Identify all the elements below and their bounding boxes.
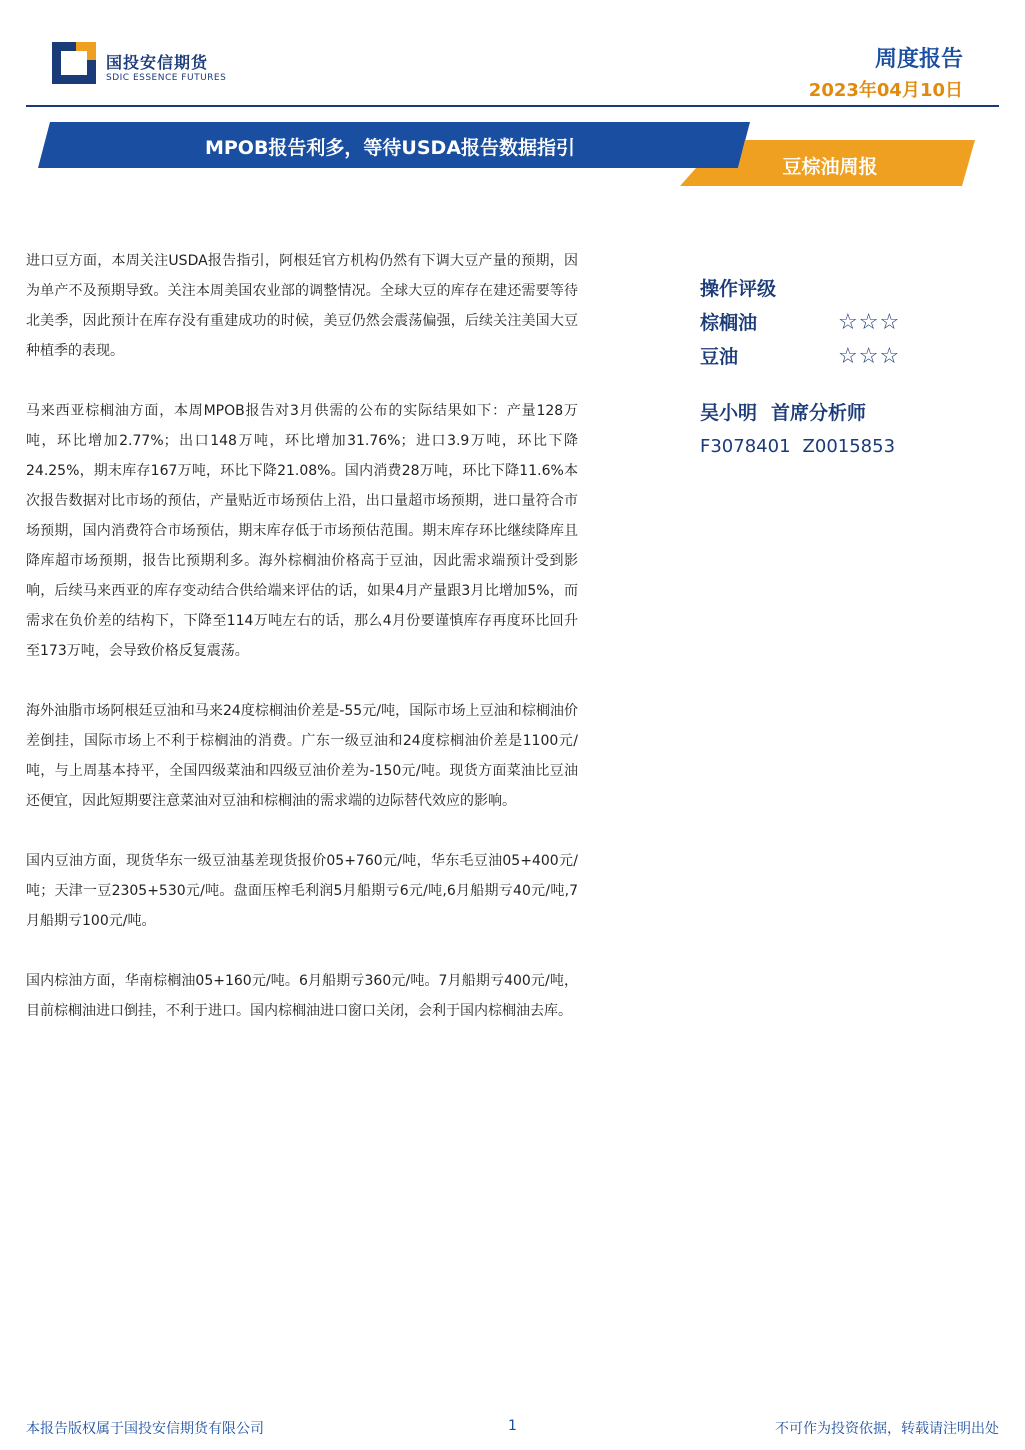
report-series: 豆棕油周报	[782, 156, 878, 178]
logo-english-name: SDIC ESSENCE FUTURES	[106, 73, 227, 83]
report-date: 2023年04月10日	[808, 80, 963, 101]
rating-name: 棕榈油	[700, 312, 758, 334]
paragraph-domestic-soybean-oil: 国内豆油方面，现货华东一级豆油基差现货报价05+760元/吨，华东毛豆油05+400元/吨；天津一豆2305+530元/吨。盘面压榨毛利润5月船期亏6元/吨,6月船期亏40元/吨,7月船期亏100元/吨。	[26, 853, 578, 929]
rating-row-soybean-oil	[700, 340, 1000, 374]
rating-row-palm-oil	[700, 306, 1000, 340]
paragraph-malaysia-palm-oil: 马来西亚棕榈油方面，本周MPOB报告对3月供需的公布的实际结果如下：产量128万吨，环比增加2.77%；出口148万吨，环比增加31.76%；进口3.9万吨，环比下降24.25%，期末库存167万吨，环比下降21.08%。国内消费28万吨，环比下降11.6%本次报告数据对比市场的预估，产量贴近市场预估上沿，出口量超市场预期，进口量符合市场预期，国内消费符合市场预估，期末库存低于市场预估范围。期末库存环比继续降库且降库超市场预期，报告比预期利多。海外棕榈油价格高于豆油，因此需求端预计受到影响，后续马来西亚的库存变动结合供给端来评估的话，如果4月产量跟3月比增加5%，而需求在负价差的结构下，下降至114万吨左右的话，那么4月份要谨慎库存再度环比回升至173万吨，会导致价格反复震荡。	[26, 403, 578, 659]
page-number: 1	[508, 1418, 517, 1434]
analyst-name: 吴小明	[700, 402, 758, 424]
title-banner	[0, 118, 1025, 190]
page-footer	[26, 1418, 999, 1438]
header-divider	[26, 105, 999, 107]
license-line	[700, 430, 1000, 464]
license-number: F3078401	[700, 436, 791, 457]
star-rating-icon: ☆☆☆	[838, 344, 901, 369]
analyst-line	[700, 396, 1000, 430]
rating-name: 豆油	[700, 346, 739, 368]
logo-chinese-name: 国投安信期货	[106, 53, 209, 72]
report-type: 周度报告	[874, 47, 963, 72]
disclaimer: 不可作为投资依据，转载请注明出处	[775, 1421, 999, 1437]
paragraph-domestic-palm-oil: 国内棕油方面，华南棕榈油05+160元/吨。6月船期亏360元/吨。7月船期亏400元/吨，目前棕榈油进口倒挂，不利于进口。国内棕榈油进口窗口关闭，会利于国内棕榈油去库。	[26, 973, 578, 1019]
rating-heading: 操作评级	[700, 278, 777, 300]
sidebar	[700, 272, 1000, 464]
analyst-title: 首席分析师	[771, 402, 867, 424]
company-logo	[52, 40, 252, 90]
logo-mark-icon	[52, 42, 96, 84]
paragraph-imported-soybean: 进口豆方面，本周关注USDA报告指引，阿根廷官方机构仍然有下调大豆产量的预期，因为单产不及预期导致。关注本周美国农业部的调整情况。全球大豆的库存在建还需要等待北美季，因此预计在库存没有重建成功的时候，美豆仍然会震荡偏强，后续关注美国大豆种植季的表现。	[26, 253, 578, 359]
star-rating-icon: ☆☆☆	[838, 310, 901, 335]
license-number: Z0015853	[802, 436, 896, 457]
paragraph-overseas-oils: 海外油脂市场阿根廷豆油和马来24度棕榈油价差是-55元/吨，国际市场上豆油和棕榈油价差倒挂，国际市场上不利于棕榈油的消费。广东一级豆油和24度棕榈油价差是1100元/吨，与上周基本持平，全国四级菜油和四级豆油价差为-150元/吨。现货方面菜油比豆油还便宜，因此短期要注意菜油对豆油和棕榈油的需求端的边际替代效应的影响。	[26, 703, 578, 809]
report-body	[26, 246, 578, 1056]
copyright-notice: 本报告版权属于国投安信期货有限公司	[26, 1421, 264, 1437]
report-title: MPOB报告利多，等待USDA报告数据指引	[204, 137, 576, 159]
